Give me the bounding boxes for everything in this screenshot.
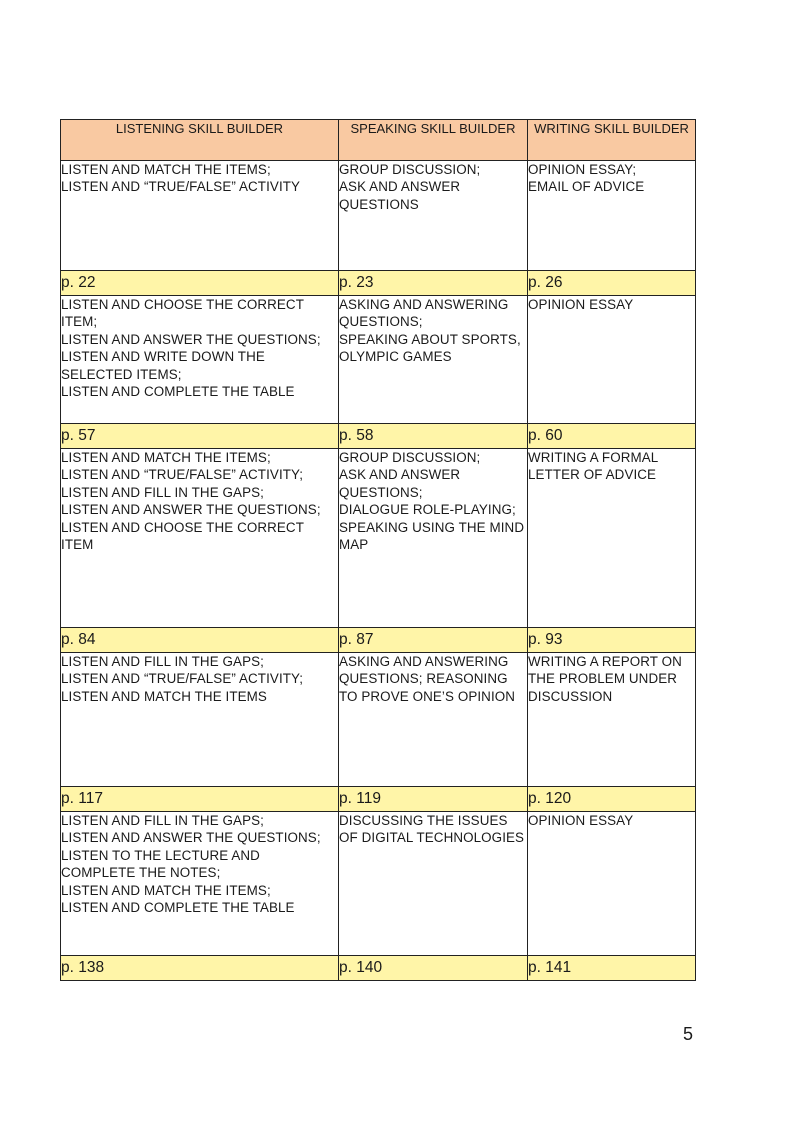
writing-cell: OPINION ESSAY: [528, 812, 696, 956]
writing-cell: OPINION ESSAY: [528, 296, 696, 424]
page-number: 5: [683, 1024, 694, 1044]
content-row: [61, 653, 696, 787]
writing-page-ref: p. 93: [528, 628, 696, 653]
listening-cell: LISTEN AND MATCH THE ITEMS; LISTEN AND “TRUE/FALSE” ACTIVITY; LISTEN AND FILL IN THE GAPS; LISTEN AND ANSWER THE QUESTIONS; LISTEN AND CHOOSE THE CORRECT ITEM: [61, 449, 339, 628]
speaking-cell: ASKING AND ANSWERING QUESTIONS; REASONING TO PROVE ONE’S OPINION: [339, 653, 528, 787]
listening-cell: LISTEN AND FILL IN THE GAPS; LISTEN AND “TRUE/FALSE” ACTIVITY; LISTEN AND MATCH THE ITEMS: [61, 653, 339, 787]
header-writing: WRITING SKILL BUILDER: [528, 120, 696, 161]
speaking-page-ref: p. 119: [339, 787, 528, 812]
listening-cell: LISTEN AND CHOOSE THE CORRECT ITEM; LISTEN AND ANSWER THE QUESTIONS; LISTEN AND WRITE DOWN THE SELECTED ITEMS; LISTEN AND COMPLETE THE TABLE: [61, 296, 339, 424]
header-listening: LISTENING SKILL BUILDER: [61, 120, 339, 161]
page-ref-row: [61, 424, 696, 449]
writing-cell: WRITING A FORMAL LETTER OF ADVICE: [528, 449, 696, 628]
writing-page-ref: p. 26: [528, 271, 696, 296]
page-ref-row: [61, 628, 696, 653]
header-row: [61, 120, 696, 161]
writing-page-ref: p. 60: [528, 424, 696, 449]
listening-page-ref: p. 138: [61, 956, 339, 981]
writing-page-ref: p. 141: [528, 956, 696, 981]
speaking-page-ref: p. 140: [339, 956, 528, 981]
skill-builder-table: [60, 119, 696, 981]
listening-page-ref: p. 22: [61, 271, 339, 296]
listening-page-ref: p. 84: [61, 628, 339, 653]
content-row: [61, 449, 696, 628]
speaking-cell: GROUP DISCUSSION; ASK AND ANSWER QUESTIONS; DIALOGUE ROLE-PLAYING; SPEAKING USING THE MIND MAP: [339, 449, 528, 628]
speaking-cell: GROUP DISCUSSION; ASK AND ANSWER QUESTIONS: [339, 161, 528, 271]
listening-page-ref: p. 57: [61, 424, 339, 449]
writing-page-ref: p. 120: [528, 787, 696, 812]
listening-cell: LISTEN AND FILL IN THE GAPS; LISTEN AND ANSWER THE QUESTIONS; LISTEN TO THE LECTURE AND COMPLETE THE NOTES; LISTEN AND MATCH THE ITEMS; LISTEN AND COMPLETE THE TABLE: [61, 812, 339, 956]
page-ref-row: [61, 787, 696, 812]
content-row: [61, 296, 696, 424]
speaking-page-ref: p. 58: [339, 424, 528, 449]
writing-cell: OPINION ESSAY; EMAIL OF ADVICE: [528, 161, 696, 271]
speaking-cell: ASKING AND ANSWERING QUESTIONS; SPEAKING ABOUT SPORTS, OLYMPIC GAMES: [339, 296, 528, 424]
header-speaking: SPEAKING SKILL BUILDER: [339, 120, 528, 161]
page-ref-row: [61, 271, 696, 296]
content-row: [61, 161, 696, 271]
page-ref-row: [61, 956, 696, 981]
listening-cell: LISTEN AND MATCH THE ITEMS; LISTEN AND “TRUE/FALSE” ACTIVITY: [61, 161, 339, 271]
speaking-page-ref: p. 23: [339, 271, 528, 296]
speaking-page-ref: p. 87: [339, 628, 528, 653]
speaking-cell: DISCUSSING THE ISSUES OF DIGITAL TECHNOLOGIES: [339, 812, 528, 956]
content-row: [61, 812, 696, 956]
listening-page-ref: p. 117: [61, 787, 339, 812]
writing-cell: WRITING A REPORT ON THE PROBLEM UNDER DISCUSSION: [528, 653, 696, 787]
